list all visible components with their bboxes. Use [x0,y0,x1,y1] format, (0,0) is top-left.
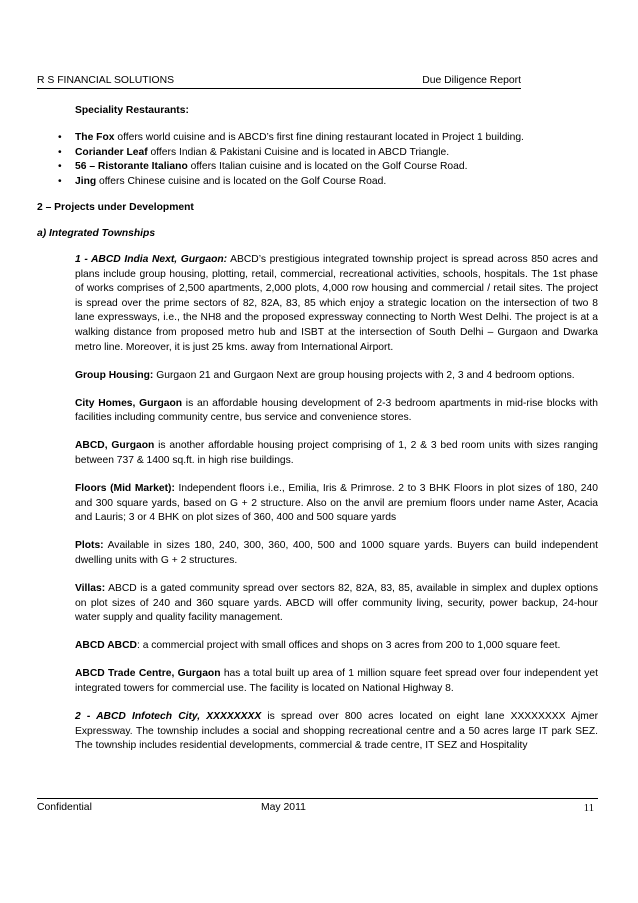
header-report-title: Due Diligence Report [422,75,521,86]
paragraph-india-next [75,253,598,355]
restaurant-desc: offers Italian cuisine and is located on the Golf Course Road. [187,161,468,172]
footer-date: May 2011 [261,802,306,813]
restaurant-desc: offers Indian & Pakistani Cuisine and is located in ABCD Triangle. [147,146,450,158]
list-item [37,131,598,146]
paragraph-text: ABCD’s prestigious integrated township project is spread across 850 acres and plans include group housing, plotting, retail, commercial, recreational activities, schools, hospitals. The 1st phase of works comprises of 2,500 apartments, 2,000 plots, 4,000 row housing and commercial / retail sites. The project is spread over the prime sectors of 82, 82A, 83, 85 which enjoy a strategic location on the intersection of two 8 lane expressways, i.e., the NH8 and the proposed expressway connecting to North West Delhi. The project is at a walking distance from proposed metro hub and ISBT at the intersection of South Delhi – Gurgaon and Dwarka metro line. Moreover, it is just 25 kms. away from International Airport. [75,254,598,353]
paragraph-lead: ABCD ABCD [75,640,137,652]
restaurant-desc: offers world cuisine and is ABCD’s first fine dining restaurant located in Project 1 building. [114,132,524,143]
list-item [37,146,598,161]
bullet-icon: • [58,161,62,172]
paragraph-lead: 2 - ABCD Infotech City, XXXXXXXX [75,711,262,723]
paragraph-lead: ABCD, Gurgaon [75,440,155,452]
restaurant-name: 56 – Ristorante Italiano [75,161,188,172]
paragraph-abcd-abcd [75,639,598,654]
restaurant-name: Coriander Leaf [75,146,148,158]
paragraph-lead: Plots: [75,540,104,552]
paragraph-text: is an affordable housing development of 2-3 bedroom apartments in mid-rise blocks with facilities including community centre, bus service and convenience stores. [75,397,598,424]
paragraph-group-housing [75,369,598,384]
paragraph-text: Gurgaon 21 and Gurgaon Next are group housing projects with 2, 3 and 4 bedroom options. [153,369,575,381]
paragraph-lead: Group Housing: [75,369,154,381]
restaurant-desc: offers Chinese cuisine and is located on the Golf Course Road. [96,175,387,187]
header-company: R S FINANCIAL SOLUTIONS [37,75,175,86]
footer-confidential: Confidential [37,802,92,813]
paragraph-text: has a total built up area of 1 million square feet spread over four independent yet integrated towers for commercial use. The facility is located on National Highway 8. [75,668,598,695]
subsection-heading: a) Integrated Townships [37,228,156,239]
paragraph-text: Available in sizes 180, 240, 300, 360, 400, 500 and 1000 square yards. Buyers can build independent dwelling units with G + 2 structures. [75,540,598,566]
paragraph-lead: Villas: [75,583,106,595]
paragraph-text: Independent floors i.e., Emilia, Iris & Primrose. 2 to 3 BHK Floors in plot sizes of 180, 240 and 300 square yards, based on G + 2 structure. Also on the anvil are premium floors under name Aster, Acacia and Lauris; 3 or 4 BHK on plot sizes of 360, 400 and 500 square yards [75,483,598,524]
paragraph-abcd-gurgaon [75,439,598,468]
paragraph-text: ABCD is a gated community spread over sectors 82, 82A, 83, 85, available in simplex and duplex options on plot sizes of 240 and 360 square yards. ABCD will offer community living, security, power backup, 24-hour water supply and quality facility management. [75,583,598,624]
paragraph-lead: City Homes, Gurgaon [75,397,183,409]
bullet-icon: • [58,175,62,187]
page-header [37,74,521,89]
restaurant-list [37,131,598,189]
bullet-icon: • [58,146,62,158]
paragraph-trade-centre [75,667,598,696]
page-footer [37,798,598,814]
list-item [37,160,598,175]
page-number: 11 [583,803,594,814]
paragraph-lead: 1 - ABCD India Next, Gurgaon: [75,254,228,265]
paragraph-text: : a commercial project with small offices and shops on 3 acres from 200 to 1,000 square feet. [136,640,561,652]
paragraph-city-homes [75,397,598,426]
list-item [37,175,598,190]
paragraph-plots [75,539,598,568]
restaurant-name: Jing [75,175,97,187]
restaurant-name: The Fox [75,132,115,143]
paragraph-text: is spread over 800 acres located on eight lane XXXXXXXX Ajmer Expressway. The township includes a social and shopping recreational centre and a 50 acres large IT park SEZ. The township includes residential developments, commercial & trade centre, IT SEZ and Hospitality [75,711,598,752]
paragraph-floors [75,482,598,526]
paragraph-lead: Floors (Mid Market): [75,483,175,495]
paragraph-villas [75,582,598,626]
section-heading: 2 – Projects under Development [37,202,194,213]
bullet-icon: • [58,132,62,143]
paragraph-text: is another affordable housing project comprising of 1, 2 & 3 bed room units with sizes ranging between 737 & 1400 sq.ft. in high rise buildings. [75,440,598,467]
page-content [37,104,598,767]
paragraph-infotech-city [75,710,598,754]
paragraph-lead: ABCD Trade Centre, Gurgaon [75,668,221,680]
speciality-heading: Speciality Restaurants: [75,105,189,116]
